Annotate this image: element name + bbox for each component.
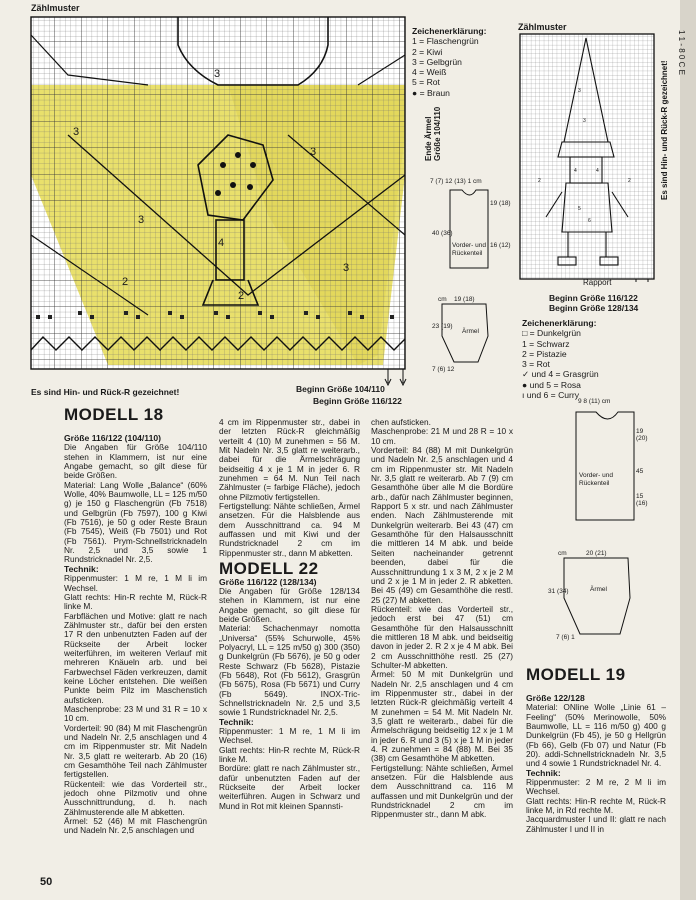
legend-item: 2 = Pistazie: [522, 348, 567, 359]
svg-text:3: 3: [583, 118, 586, 124]
svg-text:6: 6: [588, 218, 591, 224]
text-column-4: [526, 694, 666, 834]
paragraph: Fertigstellung: Nähte schließen, Ärmel ansetzen. Für die Halsblende aus dem Ausschnittrand ca. 94 M auffassen und mit Kiwi und der Rundstricknadel 2 cm im Rippenmuster str., dann M abketten.: [219, 501, 360, 558]
dim-bottom-unit: cm: [438, 296, 447, 303]
svg-text:3: 3: [578, 88, 581, 94]
paragraph: Maschenprobe: 23 M und 31 R = 10 x 10 cm.: [64, 703, 207, 724]
paragraph: Ärmel: 50 M mit Dunkelgrün und Nadeln Nr. 2,5 anschlagen und 4 cm im Rippenmuster str., dabei in der letzten Rück-R gleichmäßig verteilt 4 M zunehmen = 54 M. Mit Nadeln Nr. 3,5 glatt re weiterarb., dabei für die Ärmelschrägung beidseitig 12 x je 1 M in jeder 6. R und 3 (5) x je 1 M in jeder 4. R zunehmen = 84 (88) M. Bei 35 (38) cm Gesamthöhe M abketten.: [371, 669, 513, 764]
chart-title-right: Zählmuster: [518, 22, 567, 32]
dim-right-2: 45: [636, 468, 644, 475]
size-line: Größe 116/122 (104/110): [64, 433, 161, 443]
dim-top: 7 (7) 12 (13) 1 cm: [430, 178, 482, 185]
rapport-label: Rapport: [583, 278, 612, 287]
zone-number: 2: [122, 276, 129, 288]
paragraph: Rückenteil: wie das Vorderteil str., jedoch erst bei 47 (51) cm Gesamthöhe für den Halsausschnitt die mittleren 18 M abk. und beidseitig davon in jeder 2. R 2 x je 4 M abk. Bei 2 cm Ausschnitthöhe restl. 25 (27) Schulter-M abketten.: [371, 603, 513, 670]
legend-item: ● = Braun: [412, 87, 450, 98]
knit-chart-right: [518, 32, 658, 282]
svg-text:4: 4: [596, 168, 599, 174]
svg-text:2: 2: [628, 178, 631, 184]
sleeve-dim-left: 31 (34): [548, 588, 569, 595]
part-label: Vorder- und Rückenteil: [579, 472, 613, 487]
sleeve-label: Ärmel: [462, 328, 479, 335]
modell-18-title: MODELL 18: [64, 405, 164, 424]
start-size-b: Beginn Größe 116/122: [313, 396, 402, 406]
page-edge: [680, 0, 696, 900]
chart-title-left: Zählmuster: [31, 3, 80, 13]
paragraph: Rippenmuster: 2 M re, 2 M li im Wechsel.: [526, 777, 666, 797]
zone-number: 3: [214, 68, 221, 80]
dim-bottom: 19 (18): [454, 296, 475, 303]
zone-number: 3: [138, 214, 145, 226]
zone-number: 3: [343, 262, 350, 274]
legend-title: Zeichenerklärung:: [412, 26, 487, 36]
paragraph: 4 cm im Rippenmuster str., dabei in der letzten Rück-R gleichmäßig verteilt 4 (10) M zunehmen = 56 M. Mit Nadeln Nr. 3,5 glatt re weiterarb., dabei für die Ärmelschrägung beidseitig 4 x je 1 M in jeder 6. R zunehmen = 64 M. Nun Teil nach Zählmuster (= farbige Fläche), jedoch ohne Pilzmotiv fertigstellen.: [219, 417, 360, 502]
chart-note-right: Es sind Hin- und Rück-R gezeichnet!: [660, 60, 669, 200]
legend-item: 1 = Flaschengrün: [412, 36, 479, 47]
dim-bottom-unit: cm: [558, 550, 567, 557]
zone-number: 3: [310, 146, 317, 158]
legend-item: 3 = Gelbgrün: [412, 56, 462, 67]
zone-number: 2: [238, 290, 245, 302]
size-line: Größe 116/122 (128/134): [219, 576, 317, 587]
schematic-2: [546, 398, 656, 643]
edge-letters: 1 1 - 8 0 C E: [677, 30, 686, 75]
modell-22-title: MODELL 22: [219, 559, 319, 579]
chart-note-left: Es sind Hin- und Rück-R gezeichnet!: [31, 387, 180, 397]
dim-right-1: 19 (20): [636, 428, 648, 442]
start-size-b: Beginn Größe 128/134: [549, 303, 639, 313]
legend-item: 2 = Kiwi: [412, 46, 443, 57]
sleeve-dim-left: 23 (19): [432, 323, 453, 330]
legend-item: 3 = Rot: [522, 359, 550, 370]
text-column-2: [219, 418, 360, 811]
legend-1: [412, 26, 522, 98]
legend-item: ● und 5 = Rosa: [522, 379, 581, 390]
legend-item: ı und 6 = Curry: [522, 390, 580, 401]
paragraph: Material: ONline Wolle „Linie 61 – Feeling“ (50% Merinowolle, 50% Baumwolle, LL = 116 m/50 g) 400 g Dunkelgrün (Fb 45), je 50 g Hellgrün (Fb 66), Gelb (Fb 07) und Natur (Fb 20). addi-Schnellstricknadeln Nr. 3,5 und 4 sowie 1 Rundstricknadel Nr. 4.: [526, 702, 666, 769]
paragraph: Bordüre: glatt re nach Zählmuster str., dafür unbenutzten Faden auf der Rückseite der Arbeit locker weiterführen. Augen in Schwarz und Mund in Rot mit kleinen Spannsti-: [219, 763, 360, 811]
svg-text:5: 5: [578, 206, 581, 212]
paragraph: Die Angaben für Größe 128/134 stehen in Klammern, ist nur eine Angabe gemacht, so gilt diese für beide Größen.: [219, 585, 360, 624]
dim-right-1: 19 (18): [490, 200, 511, 207]
page-number: 50: [40, 876, 53, 888]
part-label: Vorder- und Rückenteil: [452, 242, 486, 257]
paragraph: Material: Schachenmayr nomotta „Universa“ (55% Schurwolle, 45% Polyacryl, LL = 125 m/50 g) 300 (350) g Dunkelgrün (Fb 5676), je 50 g oder Reste Schwarz (Fb 5628), Pistazie (Fb 5648), Rot (Fb 5612), Grasgrün (Fb 5675), Rosa (Fb 5671) und Curry (Fb 5649). INOX-Tric-Schnellstricknadeln Nr. 2,5 und 3,5 sowie 1 Rundstricknadel Nr. 2,5.: [219, 623, 360, 718]
dim-left: 40 (36): [432, 230, 453, 237]
paragraph: Jacquardmuster I und II: glatt re nach Zählmuster I und II in: [526, 814, 666, 834]
modell-19-title: MODELL 19: [526, 665, 626, 684]
paragraph: Ärmel: 52 (46) M mit Flaschengrün und Nadeln Nr. 2,5 anschlagen und: [64, 816, 207, 836]
legend-title: Zeichenerklärung:: [522, 318, 597, 328]
legend-item: ✓ und 4 = Grasgrün: [522, 369, 599, 380]
zone-number: 3: [73, 126, 80, 138]
size-line: Größe 122/128: [526, 693, 585, 703]
dim-top: 9 8 (11) cm: [578, 398, 611, 405]
paragraph: Farbflächen und Motive: glatt re nach Zählmuster str., dafür bei den ersten 17 R den unbenutzten Faden auf der Rückseite der Arbeit locker weiterführen, im weiteren Verlauf mit mehreren Knäueln arb. und bei Farbwechsel Fäden verkreuzen, damit keine Löcher entstehen. Die weißen Punkte beim Pilz im Maschenstich aufsticken.: [64, 610, 207, 705]
paragraph: Die Angaben für Größe 104/110 stehen in Klammern, ist nur eine Angabe gemacht, so gilt diese für beide Größen.: [64, 442, 207, 481]
paragraph: Vorderteil: 90 (84) M mit Flaschengrün und Nadeln Nr. 2,5 anschlagen und 4 cm im Rippenmuster str. Mit Nadeln Nr. 3,5 glatt re weiterarb. Ab 20 (16) cm Gesamthöhe Teil nach Zählmuster fertigstellen.: [64, 722, 207, 780]
armhole-label: Ende Ärmel Größe 104/110: [424, 106, 442, 161]
paragraph: Vorderteil: 84 (88) M mit Dunkelgrün und Nadeln Nr. 2,5 anschlagen und 4 cm im Rippenmuster str. Mit Nadeln Nr. 3,5 glatt re weiterarb. Ab 7 (9) cm Gesamthöhe über alle M die Bordüre arb., dafür nach Zählmuster beginnen, Rapport 5 x str. und nach Zählmuster enden. Nach Zählmusterende mit Dunkelgrün weiterarb. Bei 43 (47) cm Gesamthöhe für den Halsausschnitt die mittleren 14 M abk. und beide Seiten nacheinander getrennt beenden, dabei für die Ausschnittrundung 1 x 3 M, 2 x je 2 M und 2 x je 1 M in jeder 2. R abketten. Bei 45 (49) cm Gesamthöhe die restl. 25 (27) M abketten.: [371, 445, 513, 605]
legend-item: □ = Dunkelgrün: [522, 328, 581, 339]
legend-2: [522, 318, 642, 400]
paragraph: Maschenprobe: 21 M und 28 R = 10 x 10 cm.: [371, 426, 513, 446]
paragraph: Rippenmuster: 1 M re, 1 M li im Wechsel.: [219, 726, 360, 746]
legend-item: 5 = Rot: [412, 77, 440, 88]
text-column-3: [371, 418, 513, 820]
paragraph: Technik:: [526, 767, 561, 778]
legend-item: 1 = Schwarz: [522, 338, 570, 349]
legend-item: 4 = Weiß: [412, 67, 447, 78]
paragraph: Glatt rechts: Hin-R rechte M, Rück-R linke M.: [64, 591, 207, 612]
sleeve-dim-bottom: 7 (6) 1: [556, 634, 575, 641]
dim-right-2: 16 (12): [490, 242, 511, 249]
paragraph: Glatt rechts: Hin-R rechte M, Rück-R linke M, in Rd rechte M.: [526, 795, 666, 816]
start-size-a: Beginn Größe 104/110: [296, 384, 385, 394]
start-size-a: Beginn Größe 116/122: [549, 293, 638, 303]
svg-text:4: 4: [574, 168, 577, 174]
paragraph: Material: Lang Wolle „Balance“ (60% Wolle, 40% Baumwolle, LL = 125 m/50 g) je 150 g Flaschengrün (Fb 7518) und Gelbgrün (Fb 7597), 100 g Kiwi (Fb 7516), je 50 g oder Reste Braun (Fb 7545), Weiß (Fb 7501) und Rot (Fb 7561). Prym-Schnellstricknadeln Nr. 2,5 und 3,5 sowie 1 Rundstricknadel Nr. 2,5.: [64, 479, 207, 565]
svg-text:2: 2: [538, 178, 541, 184]
paragraph: Technik:: [219, 716, 254, 727]
text-column-1: [64, 434, 207, 836]
paragraph: Technik:: [64, 563, 99, 574]
dim-right-3: 15 (16): [636, 493, 648, 507]
paragraph: Glatt rechts: Hin-R rechte M, Rück-R linke M.: [219, 744, 360, 765]
paragraph: Rückenteil: wie das Vorderteil str., jedoch ohne Pilzmotiv und ohne Ausschnittrundung, d. h. nach Zählmusterende alle M abketten.: [64, 778, 207, 817]
zone-number: 4: [218, 237, 225, 249]
paragraph: Fertigstellung: Nähte schließen, Ärmel ansetzen. Für die Halsblende aus dem Ausschnittrand ca. 116 M auffassen und mit Dunkelgrün und der Rundstricknadel 2 cm im Rippenmuster str., dann M abk.: [371, 762, 513, 820]
paragraph: Rippenmuster: 1 M re, 1 M li im Wechsel.: [64, 573, 207, 593]
sleeve-dim-bottom: 7 (6) 12: [432, 366, 455, 373]
dim-bottom: 20 (21): [586, 550, 607, 557]
paragraph: chen aufsticken.: [371, 417, 431, 427]
schematic-1: [428, 178, 512, 378]
sleeve-label: Ärmel: [590, 586, 607, 593]
